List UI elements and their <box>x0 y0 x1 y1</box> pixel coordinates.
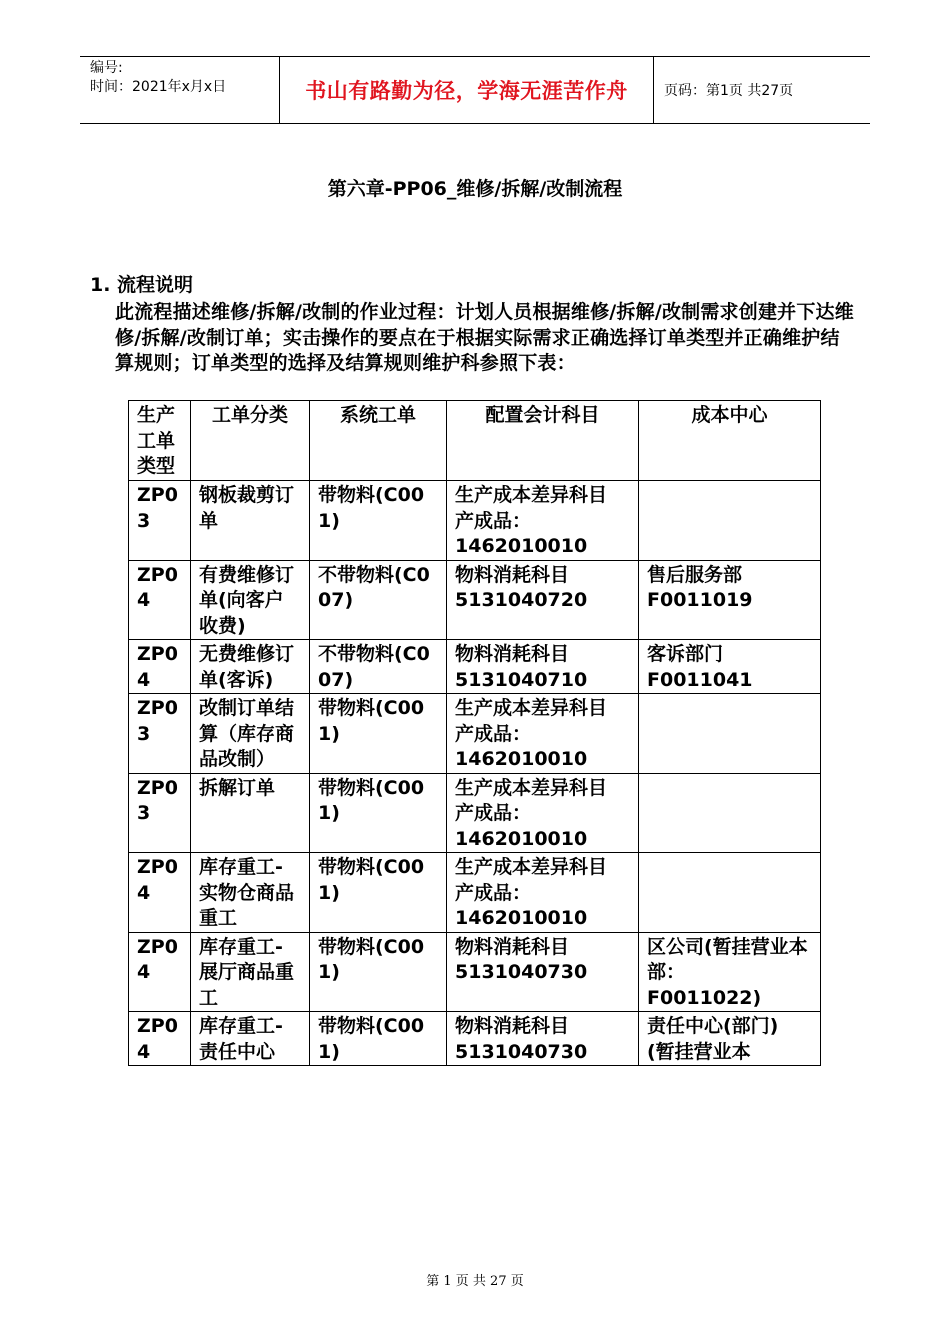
table-row <box>129 694 821 774</box>
table-header-cell: 生产工单类型 <box>129 401 191 481</box>
table-cell: 拆解订单 <box>191 773 310 853</box>
cell-line: 物料消耗科目 <box>455 563 570 586</box>
cell-line: 产成品： <box>455 722 532 745</box>
table-cell: 带物料(C001) <box>310 694 447 774</box>
cell-line: F0011019 <box>647 589 753 611</box>
cell-line: 1462010010 <box>455 827 588 850</box>
header-page-info: 页码：第1页 共27页 <box>664 83 794 99</box>
table-cell: 钢板裁剪订单 <box>191 481 310 561</box>
table-cell: ZP03 <box>129 694 191 774</box>
table-cell <box>447 853 639 933</box>
table-header-cell: 工单分类 <box>191 401 310 481</box>
page-footer: 第 1 页 共 27 页 <box>426 1274 524 1289</box>
table-cell: 带物料(C001) <box>310 481 447 561</box>
cell-line: 区公司(暂挂营业本部： <box>647 935 808 983</box>
table-cell: ZP04 <box>129 932 191 1012</box>
cell-line: F0011022) <box>647 986 762 1009</box>
table-cell: ZP04 <box>129 853 191 933</box>
cell-line: (暂挂营业本 <box>647 1040 751 1063</box>
table-cell <box>447 560 639 640</box>
header-motto: 书山有路勤为径，学海无涯苦作舟 <box>280 57 654 123</box>
table-cell: 改制订单结算（库存商品改制） <box>191 694 310 774</box>
table-cell: ZP04 <box>129 640 191 694</box>
table-cell: 带物料(C001) <box>310 932 447 1012</box>
section-paragraph: 此流程描述维修/拆解/改制的作业过程：计划人员根据维修/拆解/改制需求创建并下达维修/拆解/改制订单；实击操作的要点在于根据实际需求正确选择订单类型并正确维护结算规则；订单类型的选择及结算规则维护科参照下表： <box>115 301 854 374</box>
table-cell: ZP04 <box>129 560 191 640</box>
cell-line: 售后服务部 <box>647 563 743 586</box>
table-header-cell: 成本中心 <box>639 401 821 481</box>
table-cell: 不带物料(C007) <box>310 640 447 694</box>
table-row <box>129 560 821 640</box>
table-cell: 带物料(C001) <box>310 853 447 933</box>
cell-line: 5131040720 <box>455 589 588 611</box>
cell-line: 1462010010 <box>455 748 588 770</box>
cell-line: 5131040730 <box>455 1040 588 1063</box>
table-cell <box>639 560 821 640</box>
table-cell <box>447 481 639 561</box>
chapter-title: 第六章-PP06_维修/拆解/改制流程 <box>327 178 623 200</box>
table-header-row <box>129 401 821 481</box>
table-cell: 无费维修订单(客诉) <box>191 640 310 694</box>
table-cell <box>639 853 821 933</box>
time-label: 时间：2021年x月x日 <box>90 79 227 95</box>
table-cell <box>639 1012 821 1066</box>
table-cell <box>447 640 639 694</box>
cell-line: 责任中心(部门) <box>647 1015 779 1037</box>
table-cell <box>639 694 821 774</box>
table-cell <box>639 640 821 694</box>
table-row <box>129 1012 821 1066</box>
table-header-cell: 配置会计科目 <box>447 401 639 481</box>
table-cell <box>447 1012 639 1066</box>
table-cell <box>639 773 821 853</box>
cell-line: 生产成本差异科目 <box>455 697 608 719</box>
cell-line: 生产成本差异科目 <box>455 776 608 799</box>
cell-line: 产成品： <box>455 802 532 824</box>
table-cell: ZP03 <box>129 773 191 853</box>
table-cell: 带物料(C001) <box>310 773 447 853</box>
table-cell <box>639 481 821 561</box>
table-cell <box>447 694 639 774</box>
cell-line: 物料消耗科目 <box>455 1015 570 1037</box>
table-cell: 不带物料(C007) <box>310 560 447 640</box>
cell-line: 客诉部门 <box>647 643 724 665</box>
table-header-cell: 系统工单 <box>310 401 447 481</box>
cell-line: 1462010010 <box>455 907 588 929</box>
table-row <box>129 640 821 694</box>
table-row <box>129 853 821 933</box>
table-row <box>129 481 821 561</box>
table-cell: 带物料(C001) <box>310 1012 447 1066</box>
cell-line: 物料消耗科目 <box>455 935 570 958</box>
section-heading: 1. 流程说明 <box>90 274 194 296</box>
order-type-table <box>128 400 821 1066</box>
table-cell: 有费维修订单(向客户收费) <box>191 560 310 640</box>
table-cell: 库存重工-展厅商品重工 <box>191 932 310 1012</box>
table-cell: 库存重工-实物仓商品重工 <box>191 853 310 933</box>
table-cell <box>639 932 821 1012</box>
cell-line: 产成品： <box>455 881 532 904</box>
table-row <box>129 773 821 853</box>
cell-line: 5131040710 <box>455 668 588 691</box>
table-cell: 库存重工-责任中心 <box>191 1012 310 1066</box>
table-row <box>129 932 821 1012</box>
table-cell: ZP03 <box>129 481 191 561</box>
cell-line: F0011041 <box>647 668 753 691</box>
table-cell: ZP04 <box>129 1012 191 1066</box>
cell-line: 1462010010 <box>455 535 588 557</box>
header-meta <box>80 57 280 123</box>
number-label: 编号: <box>90 60 123 76</box>
cell-line: 生产成本差异科目 <box>455 856 608 878</box>
table-cell <box>447 773 639 853</box>
page-header <box>80 56 870 124</box>
cell-line: 物料消耗科目 <box>455 643 570 665</box>
cell-line: 产成品： <box>455 509 532 532</box>
cell-line: 生产成本差异科目 <box>455 484 608 506</box>
cell-line: 5131040730 <box>455 961 588 983</box>
table-cell <box>447 932 639 1012</box>
